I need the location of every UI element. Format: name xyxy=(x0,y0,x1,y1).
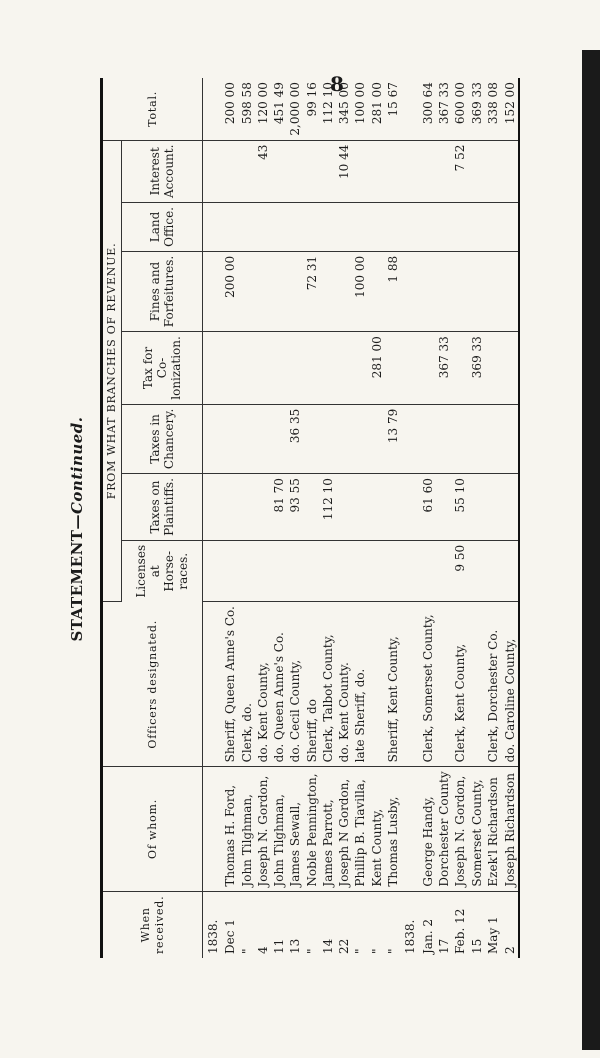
cell-whom: Kent County, xyxy=(368,767,384,891)
cell-plaintiffs xyxy=(501,474,519,541)
cell-chancery xyxy=(203,404,223,473)
cell-officer: Sheriff, Queen Anne's Co. xyxy=(222,602,238,767)
cell-whom xyxy=(401,767,420,891)
cell-plaintiffs xyxy=(368,474,384,541)
cell-officer xyxy=(469,602,485,767)
cell-total: 200 00 xyxy=(222,78,238,140)
cell-fines: 100 00 xyxy=(352,251,368,331)
cell-officer: do. Cecil County, xyxy=(287,602,303,767)
cell-interest xyxy=(501,140,519,202)
cell-chancery xyxy=(303,404,319,473)
cell-date: 22 xyxy=(337,938,352,954)
cell-chancery xyxy=(401,404,420,473)
cell-colonization xyxy=(385,332,401,405)
cell-chancery: 13 79 xyxy=(385,404,401,473)
cell-officer: Sheriff, Kent County, xyxy=(385,602,401,767)
cell-whom: John Tilghman, xyxy=(271,767,287,891)
cell-fines: 1 88 xyxy=(385,251,401,331)
cell-chancery xyxy=(271,404,287,473)
cell-officer: Clerk, Kent County, xyxy=(452,602,468,767)
page-number: 8 xyxy=(330,72,344,96)
cell-date: 1838. xyxy=(205,919,220,954)
cell-interest xyxy=(303,140,319,202)
cell-plaintiffs xyxy=(222,474,238,541)
col-header-chancery: Taxes in Chancery. xyxy=(122,404,203,473)
cell-total: 338 08 xyxy=(485,78,501,140)
cell-total: 451 49 xyxy=(271,78,287,140)
cell-date: " xyxy=(239,948,254,954)
table-row xyxy=(401,78,420,958)
cell-licenses xyxy=(501,540,519,601)
cell-date: 2 xyxy=(502,946,517,954)
cell-interest xyxy=(368,140,384,202)
cell-whom: James Sewall, xyxy=(287,767,303,891)
cell-fines: 200 00 xyxy=(222,251,238,331)
table-row xyxy=(255,78,271,958)
cell-fines xyxy=(287,251,303,331)
cell-officer: do. Queen Anne's Co. xyxy=(271,602,287,767)
cell-land-office xyxy=(385,203,401,252)
cell-chancery xyxy=(352,404,368,473)
cell-colonization xyxy=(222,332,238,405)
cell-total xyxy=(203,78,223,140)
cell-land-office xyxy=(469,203,485,252)
cell-chancery xyxy=(501,404,519,473)
cell-fines xyxy=(401,251,420,331)
cell-land-office xyxy=(255,203,271,252)
cell-land-office xyxy=(320,203,336,252)
cell-whom: Joseph N. Gordon, xyxy=(255,767,271,891)
cell-land-office xyxy=(485,203,501,252)
cell-interest xyxy=(222,140,238,202)
cell-officer xyxy=(436,602,452,767)
cell-licenses xyxy=(203,540,223,601)
cell-land-office xyxy=(436,203,452,252)
cell-date: Jan. 2 xyxy=(420,919,435,954)
cell-whom: Somerset County, xyxy=(469,767,485,891)
cell-land-office xyxy=(401,203,420,252)
cell-licenses xyxy=(238,540,254,601)
cell-licenses: 9 50 xyxy=(452,540,468,601)
col-header-interest: Interest Account. xyxy=(122,140,203,202)
cell-date: 1838. xyxy=(403,919,418,954)
cell-colonization xyxy=(287,332,303,405)
cell-total: 345 00 xyxy=(336,78,352,140)
cell-colonization xyxy=(336,332,352,405)
cell-land-office xyxy=(336,203,352,252)
cell-whom: James Parrott, xyxy=(320,767,336,891)
cell-land-office xyxy=(222,203,238,252)
cell-plaintiffs xyxy=(469,474,485,541)
cell-land-office xyxy=(238,203,254,252)
cell-fines xyxy=(420,251,436,331)
cell-fines xyxy=(336,251,352,331)
cell-total: 100 00 xyxy=(352,78,368,140)
cell-fines xyxy=(436,251,452,331)
cell-colonization: 367 33 xyxy=(436,332,452,405)
cell-fines xyxy=(271,251,287,331)
cell-date: " xyxy=(385,948,400,954)
cell-date: 15 xyxy=(469,938,484,954)
cell-interest xyxy=(271,140,287,202)
cell-officer: Clerk, Dorchester Co. xyxy=(485,602,501,767)
cell-plaintiffs: 112 10 xyxy=(320,474,336,541)
cell-colonization xyxy=(352,332,368,405)
cell-colonization xyxy=(501,332,519,405)
cell-plaintiffs xyxy=(485,474,501,541)
table-row xyxy=(238,78,254,958)
cell-colonization: 281 00 xyxy=(368,332,384,405)
cell-total: 15 67 xyxy=(385,78,401,140)
cell-licenses xyxy=(255,540,271,601)
cell-officer: do. Kent County. xyxy=(336,602,352,767)
cell-licenses xyxy=(385,540,401,601)
col-header-total: Total. xyxy=(102,78,203,140)
cell-licenses xyxy=(303,540,319,601)
cell-land-office xyxy=(271,203,287,252)
cell-whom xyxy=(203,767,223,891)
table-body xyxy=(203,78,520,958)
cell-total xyxy=(401,78,420,140)
col-header-land-office: Land Office. xyxy=(122,203,203,252)
table-row xyxy=(336,78,352,958)
table-row xyxy=(420,78,436,958)
cell-plaintiffs xyxy=(255,474,271,541)
cell-total: 152 00 xyxy=(501,78,519,140)
cell-chancery xyxy=(368,404,384,473)
table-row xyxy=(222,78,238,958)
cell-officer xyxy=(368,602,384,767)
table-row xyxy=(452,78,468,958)
cell-date: 4 xyxy=(255,946,270,954)
cell-officer xyxy=(401,602,420,767)
cell-licenses xyxy=(336,540,352,601)
cell-licenses xyxy=(485,540,501,601)
cell-date: 17 xyxy=(437,938,452,954)
statement-title xyxy=(68,0,86,1058)
cell-colonization xyxy=(203,332,223,405)
table-row xyxy=(485,78,501,958)
cell-officer xyxy=(203,602,223,767)
cell-interest: 10 44 xyxy=(336,140,352,202)
cell-land-office xyxy=(203,203,223,252)
cell-interest xyxy=(287,140,303,202)
cell-interest xyxy=(320,140,336,202)
cell-fines xyxy=(452,251,468,331)
cell-date: 13 xyxy=(288,938,303,954)
cell-interest: 43 xyxy=(255,140,271,202)
cell-interest: 7 52 xyxy=(452,140,468,202)
cell-whom: Ezek'l Richardson xyxy=(485,767,501,891)
cell-colonization xyxy=(420,332,436,405)
cell-licenses xyxy=(469,540,485,601)
cell-licenses xyxy=(287,540,303,601)
table-row xyxy=(385,78,401,958)
cell-whom: John Tilghman, xyxy=(238,767,254,891)
cell-colonization xyxy=(238,332,254,405)
cell-chancery xyxy=(255,404,271,473)
col-header-plaintiffs: Taxes on Plaintiffs. xyxy=(122,474,203,541)
cell-whom: Joseph Richardson xyxy=(501,767,519,891)
cell-plaintiffs xyxy=(203,474,223,541)
cell-plaintiffs xyxy=(401,474,420,541)
cell-fines xyxy=(255,251,271,331)
cell-plaintiffs: 55 10 xyxy=(452,474,468,541)
cell-date: " xyxy=(353,948,368,954)
table-row xyxy=(320,78,336,958)
cell-chancery xyxy=(336,404,352,473)
cell-whom: George Handy, xyxy=(420,767,436,891)
revenue-table xyxy=(100,78,520,958)
cell-date: Dec 1 xyxy=(223,919,238,954)
cell-date: 14 xyxy=(320,938,335,954)
cell-officer: Sheriff, do xyxy=(303,602,319,767)
cell-colonization xyxy=(255,332,271,405)
cell-whom: Thomas Lusby, xyxy=(385,767,401,891)
cell-land-office xyxy=(287,203,303,252)
cell-fines xyxy=(203,251,223,331)
cell-officer: do. Caroline County, xyxy=(501,602,519,767)
col-header-officers: Officers designated. xyxy=(102,602,203,767)
title-text: STATEMENT— xyxy=(68,514,86,642)
cell-licenses xyxy=(352,540,368,601)
cell-colonization xyxy=(271,332,287,405)
cell-chancery xyxy=(469,404,485,473)
col-header-fines: Fines and Forfeitures. xyxy=(122,251,203,331)
cell-chancery: 36 35 xyxy=(287,404,303,473)
cell-total: 281 00 xyxy=(368,78,384,140)
cell-interest xyxy=(203,140,223,202)
col-header-licenses: Licenses at Horse-races. xyxy=(122,540,203,601)
cell-interest xyxy=(485,140,501,202)
cell-chancery xyxy=(222,404,238,473)
table-row xyxy=(501,78,519,958)
cell-land-office xyxy=(452,203,468,252)
cell-land-office xyxy=(352,203,368,252)
cell-whom: Thomas H. Ford, xyxy=(222,767,238,891)
cell-chancery xyxy=(320,404,336,473)
cell-land-office xyxy=(368,203,384,252)
cell-licenses xyxy=(320,540,336,601)
header-group-row xyxy=(102,78,122,958)
cell-total: 99 16 xyxy=(303,78,319,140)
cell-interest xyxy=(401,140,420,202)
table-row xyxy=(203,78,223,958)
cell-officer: late Sheriff, do. xyxy=(352,602,368,767)
cell-whom: Phillip B. Tiavilla, xyxy=(352,767,368,891)
cell-plaintiffs: 61 60 xyxy=(420,474,436,541)
cell-plaintiffs: 93 55 xyxy=(287,474,303,541)
cell-fines xyxy=(238,251,254,331)
cell-total: 120 00 xyxy=(255,78,271,140)
cell-chancery xyxy=(452,404,468,473)
cell-officer: do. Kent County, xyxy=(255,602,271,767)
cell-interest xyxy=(436,140,452,202)
cell-plaintiffs xyxy=(436,474,452,541)
cell-date: " xyxy=(304,948,319,954)
cell-total: 600 00 xyxy=(452,78,468,140)
cell-interest xyxy=(469,140,485,202)
cell-whom: Joseph N Gordon, xyxy=(336,767,352,891)
cell-plaintiffs xyxy=(303,474,319,541)
cell-interest xyxy=(238,140,254,202)
cell-land-office xyxy=(420,203,436,252)
col-header-colonization: Tax for Co-lonization. xyxy=(122,332,203,405)
cell-total: 300 64 xyxy=(420,78,436,140)
cell-whom: Dorchester County xyxy=(436,767,452,891)
cell-plaintiffs xyxy=(336,474,352,541)
col-header-whom: Of whom. xyxy=(102,767,203,891)
table-row xyxy=(436,78,452,958)
cell-fines xyxy=(485,251,501,331)
cell-colonization xyxy=(452,332,468,405)
cell-whom: Noble Pennington, xyxy=(303,767,319,891)
cell-plaintiffs: 81 70 xyxy=(271,474,287,541)
cell-licenses xyxy=(401,540,420,601)
cell-licenses xyxy=(368,540,384,601)
cell-licenses xyxy=(222,540,238,601)
cell-total: 112 10 xyxy=(320,78,336,140)
cell-interest xyxy=(352,140,368,202)
cell-chancery xyxy=(485,404,501,473)
table-row xyxy=(271,78,287,958)
cell-officer: Clerk, Somerset County, xyxy=(420,602,436,767)
cell-fines xyxy=(469,251,485,331)
cell-plaintiffs xyxy=(352,474,368,541)
cell-date: Feb. 12 xyxy=(453,908,468,954)
cell-licenses xyxy=(420,540,436,601)
table-row xyxy=(469,78,485,958)
cell-whom: Joseph N. Gordon, xyxy=(452,767,468,891)
cell-date: May 1 xyxy=(485,916,500,954)
cell-officer: Clerk, Talbot County, xyxy=(320,602,336,767)
cell-plaintiffs xyxy=(238,474,254,541)
cell-total: 598 58 xyxy=(238,78,254,140)
cell-fines: 72 31 xyxy=(303,251,319,331)
cell-chancery xyxy=(420,404,436,473)
cell-land-office xyxy=(303,203,319,252)
cell-fines xyxy=(368,251,384,331)
cell-total: 2,000 00 xyxy=(287,78,303,140)
cell-interest xyxy=(385,140,401,202)
cell-date: 11 xyxy=(272,938,287,954)
cell-chancery xyxy=(238,404,254,473)
group-header-revenue: FROM WHAT BRANCHES OF REVENUE. xyxy=(102,140,122,602)
cell-colonization xyxy=(303,332,319,405)
col-header-when: When received. xyxy=(102,891,203,958)
cell-colonization xyxy=(401,332,420,405)
cell-fines xyxy=(501,251,519,331)
cell-colonization xyxy=(320,332,336,405)
table-row xyxy=(352,78,368,958)
cell-colonization xyxy=(485,332,501,405)
title-continued: Continued. xyxy=(68,416,86,515)
cell-fines xyxy=(320,251,336,331)
table-row xyxy=(368,78,384,958)
cell-officer: Clerk, do. xyxy=(238,602,254,767)
table-row xyxy=(287,78,303,958)
cell-total: 369 33 xyxy=(469,78,485,140)
cell-interest xyxy=(420,140,436,202)
cell-land-office xyxy=(501,203,519,252)
cell-licenses xyxy=(436,540,452,601)
table-row xyxy=(303,78,319,958)
cell-chancery xyxy=(436,404,452,473)
cell-plaintiffs xyxy=(385,474,401,541)
cell-licenses xyxy=(271,540,287,601)
cell-total: 367 33 xyxy=(436,78,452,140)
cell-colonization: 369 33 xyxy=(469,332,485,405)
cell-date: " xyxy=(369,948,384,954)
